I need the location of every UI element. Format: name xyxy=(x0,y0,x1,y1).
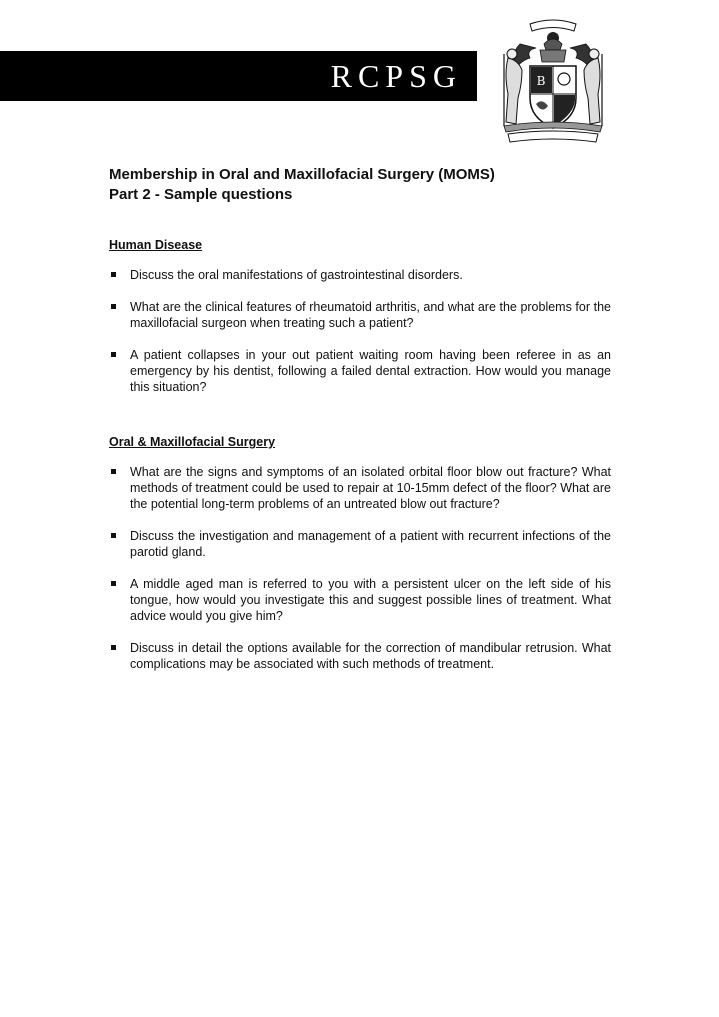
title-line-1: Membership in Oral and Maxillofacial Surgery (MOMS) xyxy=(109,166,495,183)
list-item xyxy=(109,347,611,395)
bullet-icon xyxy=(111,304,116,309)
question-list xyxy=(109,267,611,395)
bullet-icon xyxy=(111,352,116,357)
logo-text: RCPSG xyxy=(330,58,462,94)
question-list xyxy=(109,464,611,672)
question-text: What are the signs and symptoms of an isolated orbital floor blow out fracture? What methods of treatment could be used to repair at 10-15mm defect of the floor? What are the potential long-term problems of an untreated blow out fracture? xyxy=(130,465,611,511)
section-oral-maxillofacial-surgery xyxy=(109,434,611,688)
question-text: A middle aged man is referred to you with a persistent ulcer on the left side of his tongue, how would you investigate this and suggest possible lines of treatment. What advice would you give him? xyxy=(130,577,611,623)
coat-of-arms-icon xyxy=(500,14,606,146)
bullet-icon xyxy=(111,533,116,538)
header-banner xyxy=(0,51,477,101)
document-title xyxy=(109,165,619,205)
question-text: Discuss in detail the options available for the correction of mandibular retrusion. What complications may be associated with such methods of treatment. xyxy=(130,641,611,671)
list-item xyxy=(109,464,611,512)
bullet-icon xyxy=(111,645,116,650)
bullet-icon xyxy=(111,581,116,586)
list-item xyxy=(109,640,611,672)
list-item xyxy=(109,528,611,560)
section-human-disease xyxy=(109,237,611,411)
question-text: Discuss the oral manifestations of gastrointestinal disorders. xyxy=(130,268,463,282)
question-text: Discuss the investigation and management of a patient with recurrent infections of the parotid gland. xyxy=(130,529,611,559)
question-text: What are the clinical features of rheumatoid arthritis, and what are the problems for the maxillofacial surgeon when treating such a patient? xyxy=(130,300,611,330)
bullet-icon xyxy=(111,272,116,277)
bullet-icon xyxy=(111,469,116,474)
section-heading: Human Disease xyxy=(109,238,203,252)
list-item xyxy=(109,299,611,331)
title-line-2: Part 2 - Sample questions xyxy=(109,186,293,203)
list-item xyxy=(109,576,611,624)
question-text: A patient collapses in your out patient waiting room having been referee in as an emergency by his dentist, following a failed dental extraction. How would you manage this situation? xyxy=(130,348,611,394)
svg-text:B: B xyxy=(536,74,546,88)
list-item xyxy=(109,267,611,283)
section-heading: Oral & Maxillofacial Surgery xyxy=(109,435,276,449)
